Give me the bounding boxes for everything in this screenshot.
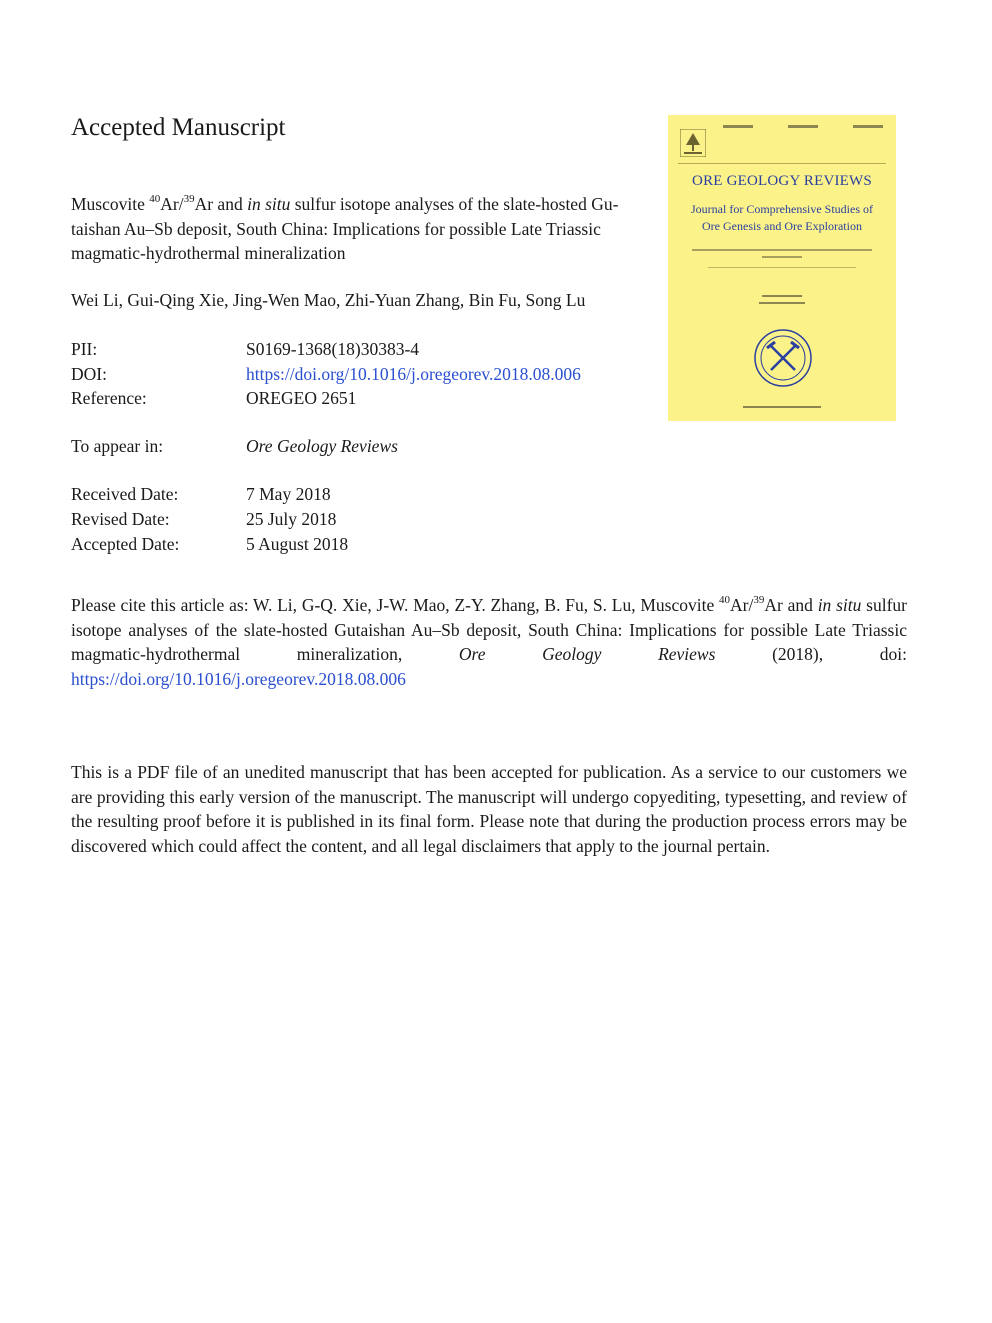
cover-editors-lines — [748, 295, 816, 309]
elsevier-logo-icon — [680, 129, 706, 157]
cover-issue-info — [713, 125, 886, 135]
cover-journal-title: ORE GEOLOGY REVIEWS — [692, 173, 872, 189]
cover-affiliation-lines — [688, 249, 876, 269]
author-list: Wei Li, Gui-Qing Xie, Jing-Wen Mao, Zhi-Yuan Zhang, Bin Fu, Song Lu — [71, 290, 586, 310]
cover-top-rule — [678, 163, 886, 164]
cover-subtitle: Journal for Comprehensive Studies of Ore Genesis and Ore Exploration — [691, 202, 873, 233]
meta-revised-value: 25 July 2018 — [246, 509, 337, 529]
meta-accepted-value: 5 August 2018 — [246, 534, 349, 554]
cover-divider — [708, 267, 856, 268]
society-seal-icon — [753, 328, 813, 388]
page-heading: Accepted Manuscript — [71, 114, 286, 141]
meta-appear-label: To appear in: — [71, 436, 164, 456]
meta-received-value: 7 May 2018 — [246, 484, 331, 504]
meta-revised-label: Revised Date: — [71, 509, 170, 529]
meta-reference-value: OREGEO 2651 — [246, 388, 357, 408]
cover-footer-line — [743, 406, 821, 408]
meta-received-label: Received Date: — [71, 484, 179, 504]
citation-doi-link[interactable]: https://doi.org/10.1016/j.oregeorev.2018.08.006 — [71, 668, 406, 689]
disclaimer-paragraph: This is a PDF file of an unedited manuscript that has been accepted for publication. As a service to our customers we are providing this early version of the manuscript. The manuscript will undergo copyediting, typesetting, and review of the resulting proof before it is published in its final form. Please note that during the production process errors may be discovered which could affect the content, and all legal disclaimers that apply to the journal pertain. — [71, 762, 907, 856]
citation-paragraph: Please cite this article as: W. Li, G-Q. Xie, J-W. Mao, Z-Y. Zhang, B. Fu, S. Lu, Muscovite $^{40}$Ar/$^{39}$Ar and in situ sulfur isotope analyses of the slate-hosted Gutaishan Au–Sb deposit, South China: Implications for possible Late Triassic magmatic-hydrothermal mineralization, Ore Geology Reviews (2018), doi: https://doi.org/10.1016/j.oregeorev.2018.08.006 — [71, 594, 907, 689]
meta-pii-label: PII: — [71, 339, 98, 359]
meta-accepted-label: Accepted Date: — [71, 534, 180, 554]
article-title: Muscovite $^{40}$Ar/$^{39}$Ar and in situ sulfur isotope analyses of the slate-hosted Gu-taishan Au–Sb deposit, South China: Implications for possible Late Triassic magmatic-hydrothermal mineralization — [71, 193, 619, 263]
meta-doi-label: DOI: — [71, 364, 107, 384]
meta-reference-label: Reference: — [71, 388, 147, 408]
meta-appear-value: Ore Geology Reviews — [246, 436, 398, 456]
doi-link[interactable]: https://doi.org/10.1016/j.oregeorev.2018.08.006 — [246, 364, 581, 384]
journal-cover — [668, 115, 896, 421]
meta-pii-value: S0169-1368(18)30383-4 — [246, 339, 420, 359]
